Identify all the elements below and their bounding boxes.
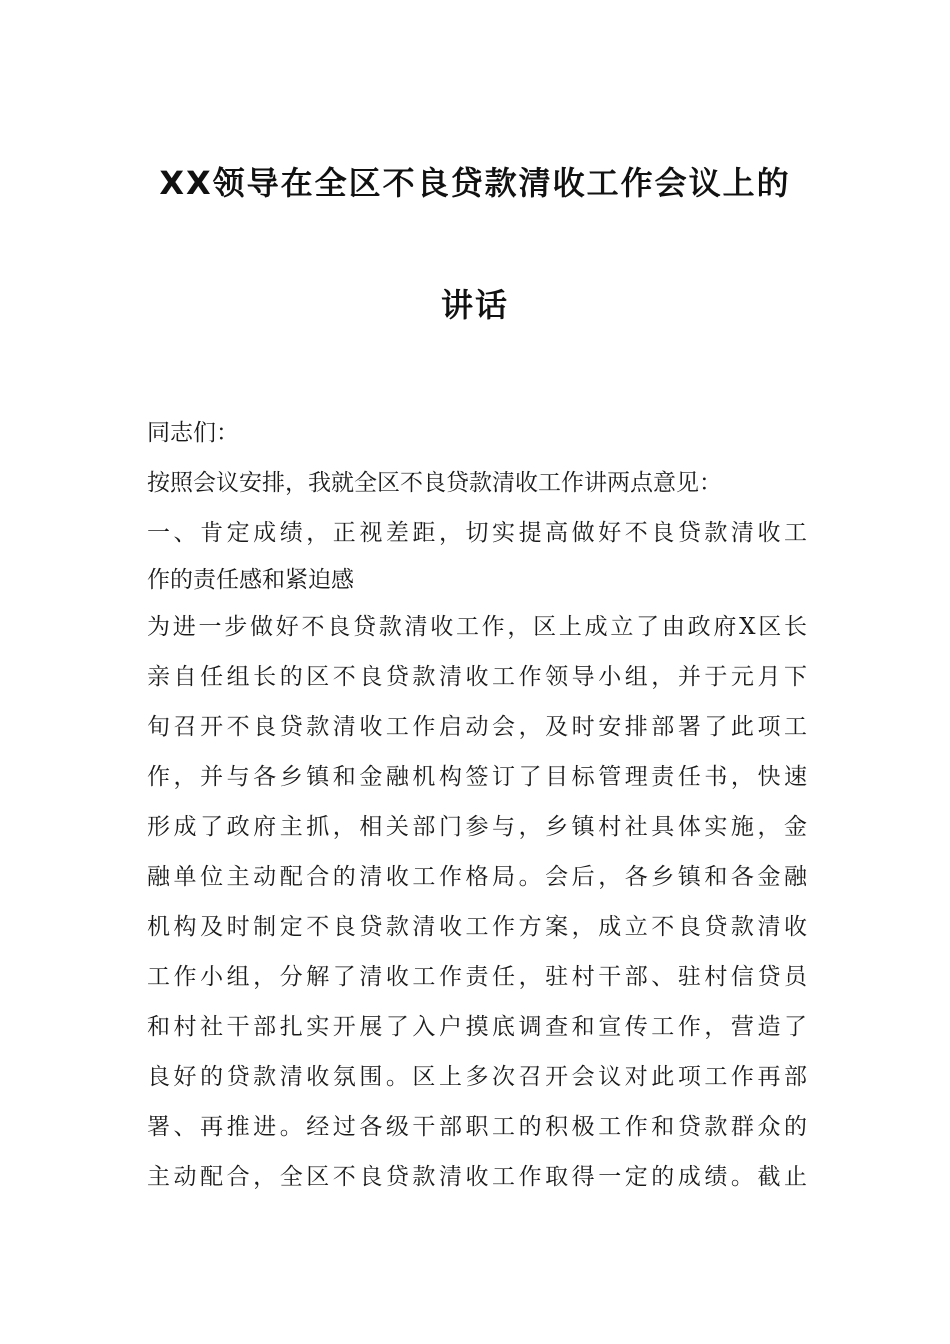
document-title-line-1: XX领导在全区不良贷款清收工作会议上的 — [159, 164, 791, 202]
intro-paragraph: 按照会议安排，我就全区不良贷款清收工作讲两点意见： — [147, 470, 722, 496]
paragraph-line: 机构及时制定不良贷款清收工作方案，成立不良贷款清收 — [147, 914, 807, 940]
paragraph-line: 融单位主动配合的清收工作格局。会后，各乡镇和各金融 — [147, 864, 807, 890]
paragraph-line: 为进一步做好不良贷款清收工作，区上成立了由政府X区长 — [147, 614, 807, 640]
section-1-heading-line-2: 作的责任感和紧迫感 — [147, 567, 354, 593]
paragraph-line: 和村社干部扎实开展了入户摸底调查和宣传工作，营造了 — [147, 1014, 807, 1040]
paragraph-line: 署、再推进。经过各级干部职工的积极工作和贷款群众的 — [147, 1114, 807, 1140]
salutation: 同志们： — [147, 420, 239, 446]
paragraph-line: 主动配合，全区不良贷款清收工作取得一定的成绩。截止 — [147, 1164, 807, 1190]
paragraph-line: 形成了政府主抓，相关部门参与，乡镇村社具体实施，金 — [147, 814, 807, 840]
paragraph-line: 亲自任组长的区不良贷款清收工作领导小组，并于元月下 — [147, 664, 807, 690]
paragraph-line: 作，并与各乡镇和金融机构签订了目标管理责任书，快速 — [147, 764, 807, 790]
paragraph-line: 良好的贷款清收氛围。区上多次召开会议对此项工作再部 — [147, 1064, 807, 1090]
paragraph-line: 旬召开不良贷款清收工作启动会，及时安排部署了此项工 — [147, 714, 807, 740]
document-body — [147, 408, 807, 1202]
paragraph-line: 工作小组，分解了清收工作责任，驻村干部、驻村信贷员 — [147, 964, 807, 990]
section-1-heading-line-1: 一、肯定成绩，正视差距，切实提高做好不良贷款清收工 — [147, 520, 807, 546]
document-title-line-2: 讲话 — [440, 286, 509, 324]
